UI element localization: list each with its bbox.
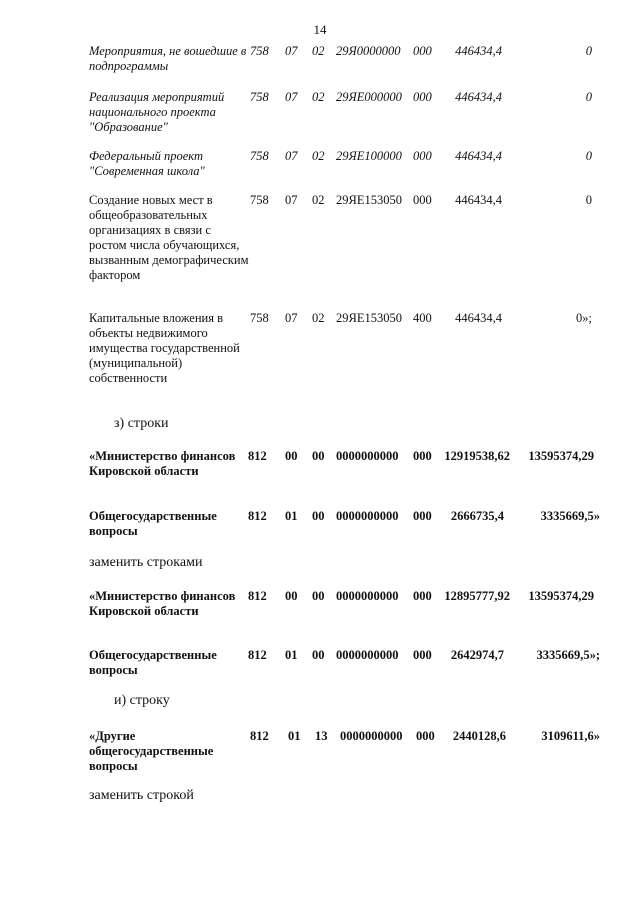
admin-code: 758 — [250, 44, 269, 58]
section-code: 01 — [285, 509, 298, 523]
amount-2: 0 — [585, 193, 592, 207]
target-code: 0000000000 — [336, 589, 399, 603]
expense-code: 000 — [413, 589, 432, 603]
expense-code: 000 — [413, 449, 432, 463]
admin-code: 812 — [248, 449, 267, 463]
amount-2: 13595374,29 — [528, 449, 594, 463]
row-name: Создание новых мест в общеобразовательных организациях в связи с ростом числа обучающихся, вызванным демографическим фактором — [89, 193, 249, 282]
subsection-code: 02 — [312, 149, 325, 163]
target-code: 0000000000 — [336, 449, 399, 463]
target-code: 29Я0000000 — [336, 44, 401, 58]
amount-2: 0 — [585, 44, 592, 58]
target-code: 0000000000 — [336, 648, 399, 662]
expense-code: 400 — [413, 311, 432, 325]
expense-code: 000 — [413, 648, 432, 662]
amount-2: 3335669,5» — [540, 509, 600, 523]
admin-code: 812 — [248, 509, 267, 523]
amount-2: 0 — [585, 149, 592, 163]
expense-code: 000 — [416, 729, 435, 743]
instruction-z: з) строки — [114, 416, 169, 431]
row-name: Федеральный проект "Современная школа" — [89, 149, 205, 178]
subsection-code: 00 — [312, 648, 325, 662]
subsection-code: 13 — [315, 729, 328, 743]
section-code: 01 — [288, 729, 301, 743]
amount-2: 3335669,5»; — [536, 648, 600, 662]
row-name: Капитальные вложения в объекты недвижимого имущества государственной (муниципальной) собственности — [89, 311, 240, 385]
row-name: Реализация мероприятий национального проекта "Образование" — [89, 90, 225, 134]
page-number: 14 — [313, 22, 327, 37]
amount-1: 2666735,4 — [450, 509, 504, 523]
admin-code: 758 — [250, 90, 269, 104]
row-name: «Другие общегосударственные вопросы — [89, 729, 214, 773]
section-code: 07 — [285, 149, 298, 163]
section-code: 07 — [285, 44, 298, 58]
section-code: 07 — [285, 311, 298, 325]
target-code: 29ЯЕ100000 — [336, 149, 402, 163]
expense-code: 000 — [413, 193, 432, 207]
section-code: 01 — [285, 648, 298, 662]
target-code: 0000000000 — [336, 509, 399, 523]
admin-code: 758 — [250, 149, 269, 163]
subsection-code: 02 — [312, 311, 325, 325]
row-name: «Министерство финансов Кировской области — [89, 449, 236, 478]
instruction-i: и) строку — [114, 693, 170, 708]
target-code: 29ЯЕ153050 — [336, 311, 402, 325]
target-code: 29ЯЕ153050 — [336, 193, 402, 207]
amount-1: 446434,4 — [455, 311, 502, 325]
amount-2: 3109611,6» — [541, 729, 600, 743]
admin-code: 812 — [250, 729, 269, 743]
admin-code: 758 — [250, 193, 269, 207]
amount-2: 0 — [585, 90, 592, 104]
admin-code: 812 — [248, 589, 267, 603]
section-code: 00 — [285, 449, 298, 463]
row-name: Общегосударственные вопросы — [89, 509, 217, 538]
subsection-code: 00 — [312, 509, 325, 523]
subsection-code: 02 — [312, 193, 325, 207]
subsection-code: 02 — [312, 90, 325, 104]
amount-1: 2642974,7 — [450, 648, 504, 662]
amount-2: 0»; — [576, 311, 592, 325]
subsection-code: 00 — [312, 589, 325, 603]
expense-code: 000 — [413, 509, 432, 523]
amount-1: 446434,4 — [455, 193, 502, 207]
amount-1: 446434,4 — [455, 90, 502, 104]
amount-1: 12895777,92 — [444, 589, 510, 603]
instruction-replace-rows: заменить строками — [89, 555, 203, 570]
row-name: «Министерство финансов Кировской области — [89, 589, 236, 618]
expense-code: 000 — [413, 149, 432, 163]
admin-code: 812 — [248, 648, 267, 662]
admin-code: 758 — [250, 311, 269, 325]
amount-1: 446434,4 — [455, 149, 502, 163]
amount-2: 13595374,29 — [528, 589, 594, 603]
row-name: Мероприятия, не вошедшие в подпрограммы — [89, 44, 247, 73]
expense-code: 000 — [413, 44, 432, 58]
subsection-code: 00 — [312, 449, 325, 463]
target-code: 29ЯЕ000000 — [336, 90, 402, 104]
section-code: 07 — [285, 193, 298, 207]
row-name: Общегосударственные вопросы — [89, 648, 217, 677]
section-code: 00 — [285, 589, 298, 603]
instruction-replace-row: заменить строкой — [89, 788, 194, 803]
target-code: 0000000000 — [340, 729, 403, 743]
amount-1: 446434,4 — [455, 44, 502, 58]
subsection-code: 02 — [312, 44, 325, 58]
amount-1: 12919538,62 — [444, 449, 510, 463]
section-code: 07 — [285, 90, 298, 104]
amount-1: 2440128,6 — [452, 729, 506, 743]
expense-code: 000 — [413, 90, 432, 104]
